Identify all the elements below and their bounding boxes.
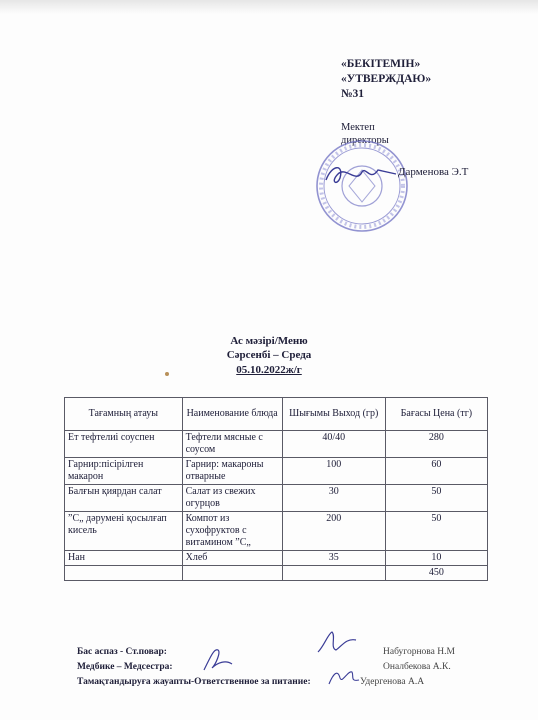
dish-name-kz: Ет тефтелиі соуспен (65, 431, 183, 458)
approval-block (341, 57, 431, 102)
column-header: Тағамның атауы (65, 398, 183, 431)
table-row (65, 512, 488, 551)
dish-name-ru: Компот из сухофруктов с витамином ”С„ (182, 512, 282, 551)
menu-date: 05.10.2022ж/г (236, 364, 302, 376)
table-row (65, 551, 488, 566)
nurse-signature (198, 644, 238, 674)
dish-name-kz: Нан (65, 551, 183, 566)
dish-price: 50 (385, 485, 487, 512)
cook-name: Набугорнова Н.М (383, 647, 455, 657)
director-signature (322, 160, 402, 190)
scan-top-edge (0, 0, 538, 14)
cook-signature (314, 628, 360, 658)
dish-output: 30 (282, 485, 385, 512)
table-header-row (65, 398, 488, 431)
dish-name-kz: Балғын қиярдан салат (65, 485, 183, 512)
director-label: директоры (341, 135, 389, 146)
responsible-name: Удергенова А.А (360, 677, 425, 687)
dish-name-ru: Гарнир: макароны отварные (182, 458, 282, 485)
scan-spot (165, 372, 169, 376)
responsible-signature (326, 664, 362, 690)
school-number: №31 (341, 88, 365, 100)
dish-name-ru: Хлеб (182, 551, 282, 566)
dish-output: 40/40 (282, 431, 385, 458)
menu-day: Сәрсенбі – Среда (226, 349, 312, 361)
total-price: 450 (385, 566, 487, 581)
dish-price: 10 (385, 551, 487, 566)
nurse-name: Оналбекова А.К. (383, 662, 451, 672)
column-header: Бағасы Цена (тг) (385, 398, 487, 431)
responsible-label: Тамақтандыруға жауапты-Ответственное за питание: (77, 677, 311, 687)
dish-output: 100 (282, 458, 385, 485)
table-row (65, 431, 488, 458)
dish-price: 60 (385, 458, 487, 485)
dish-price: 280 (385, 431, 487, 458)
approve-kz: «БЕКІТЕМІН» (341, 58, 421, 70)
cook-label: Бас аспаз - Ст.повар: (77, 647, 167, 657)
column-header: Шығымы Выход (гр) (282, 398, 385, 431)
menu-table (64, 397, 488, 581)
dish-output: 35 (282, 551, 385, 566)
school-label: Мектеп (341, 122, 375, 133)
dish-output: 200 (282, 512, 385, 551)
approve-ru: «УТВЕРЖДАЮ» (341, 73, 432, 85)
dish-name-ru: Тефтели мясные с соусом (182, 431, 282, 458)
total-row (65, 566, 488, 581)
table-row (65, 458, 488, 485)
dish-price: 50 (385, 512, 487, 551)
dish-name-kz: Гарнир:пісірілген макарон (65, 458, 183, 485)
director-name: Дарменова Э.Т (398, 166, 469, 178)
nurse-label: Медбике – Медсестра: (77, 662, 173, 672)
menu-title: Ас мәзірі/Меню (230, 335, 308, 347)
dish-name-ru: Салат из свежих огурцов (182, 485, 282, 512)
dish-name-kz: ”С„ дәрумені қосылғап кисель (65, 512, 183, 551)
table-row (65, 485, 488, 512)
column-header: Наименование блюда (182, 398, 282, 431)
